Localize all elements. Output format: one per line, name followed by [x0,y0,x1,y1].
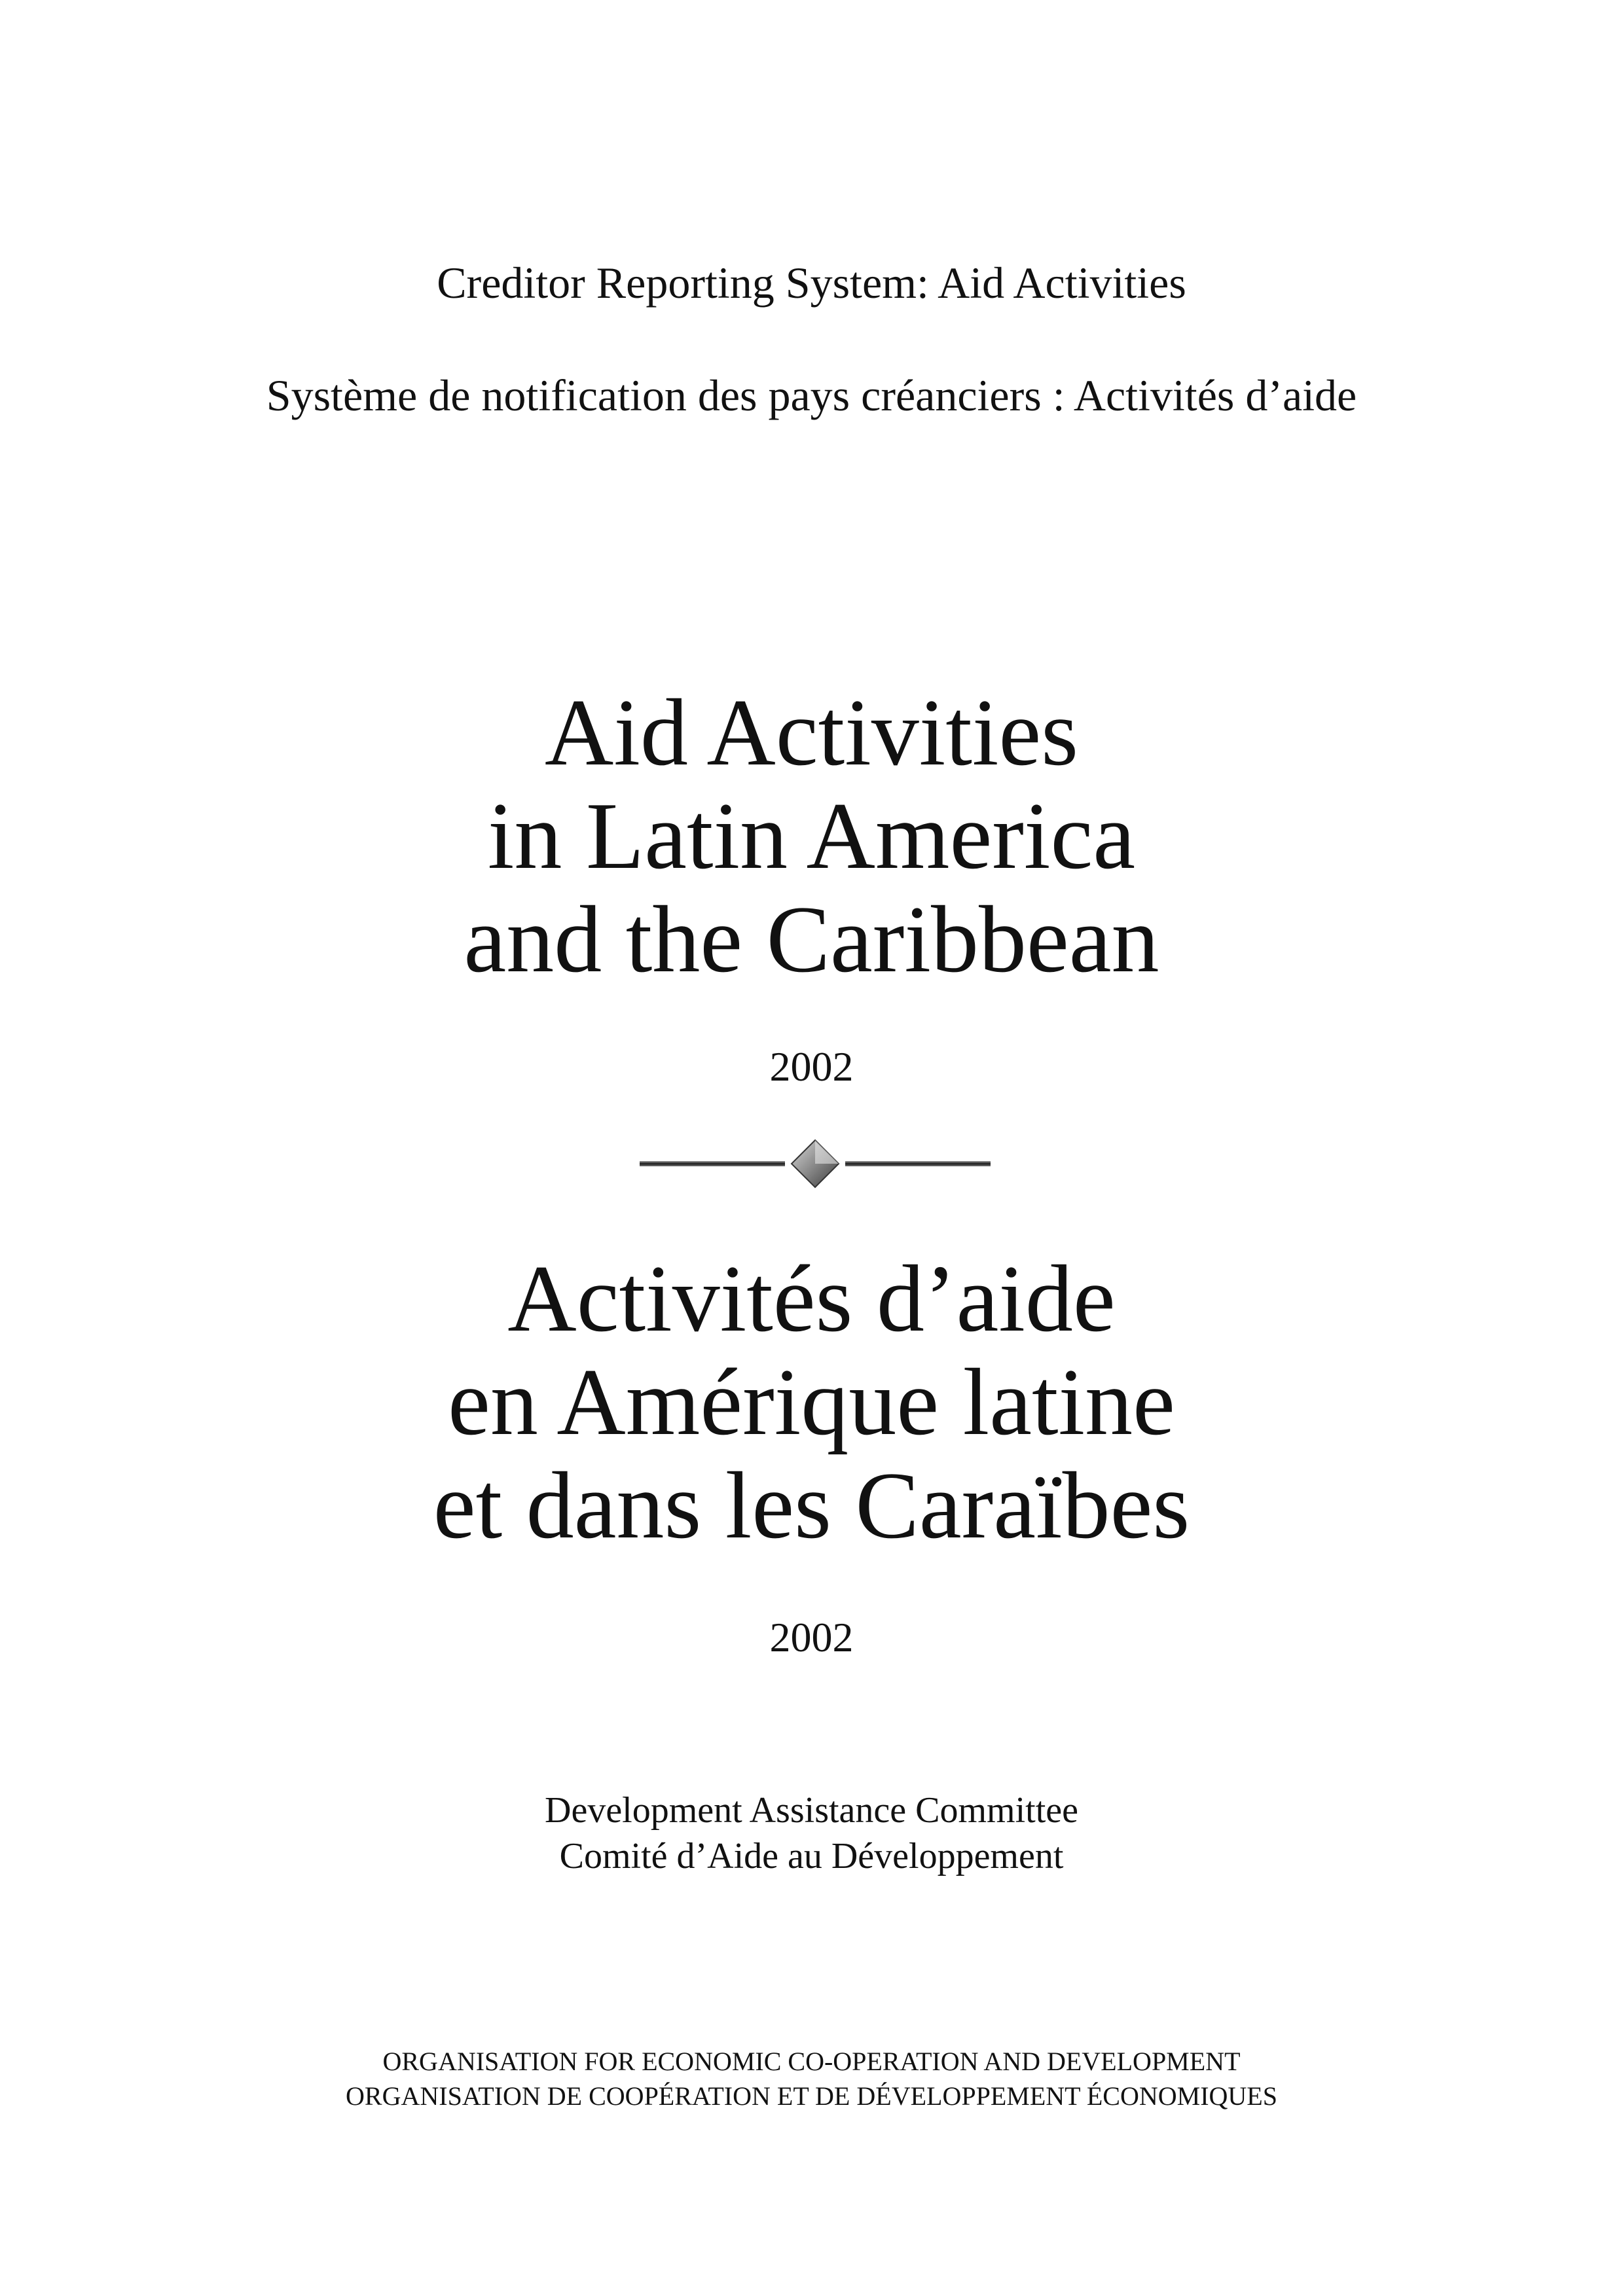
main-title-en-line: Aid Activities [544,679,1079,785]
year-fr: 2002 [769,1614,854,1660]
series-title-fr: Système de notification des pays créanciers : Activités d’aide [266,370,1357,420]
divider-left-bar [640,1161,785,1166]
committee-name-fr: Comité d’Aide au Développement [559,1836,1064,1876]
organisation-name-en: ORGANISATION FOR ECONOMIC CO-OPERATION AND DEVELOPMENT [382,2047,1241,2076]
main-title-fr-line: et dans les Caraïbes [433,1452,1190,1558]
committee-name-en: Development Assistance Committee [545,1790,1078,1831]
main-title-fr [0,1247,1623,1557]
main-title-en-line: and the Caribbean [464,886,1159,992]
main-title-en [0,681,1623,991]
divider-right-bar [845,1161,991,1166]
series-title-en: Creditor Reporting System: Aid Activities [437,258,1186,308]
diamond-divider-icon [638,1138,992,1190]
main-title-fr-line: en Amérique latine [448,1349,1175,1455]
organisation-name-fr: ORGANISATION DE COOPÉRATION ET DE DÉVELOPPEMENT ÉCONOMIQUES [346,2081,1277,2111]
main-title-en-line: in Latin America [487,783,1136,889]
year-en: 2002 [769,1043,854,1090]
main-title-fr-line: Activités d’aide [507,1246,1116,1352]
